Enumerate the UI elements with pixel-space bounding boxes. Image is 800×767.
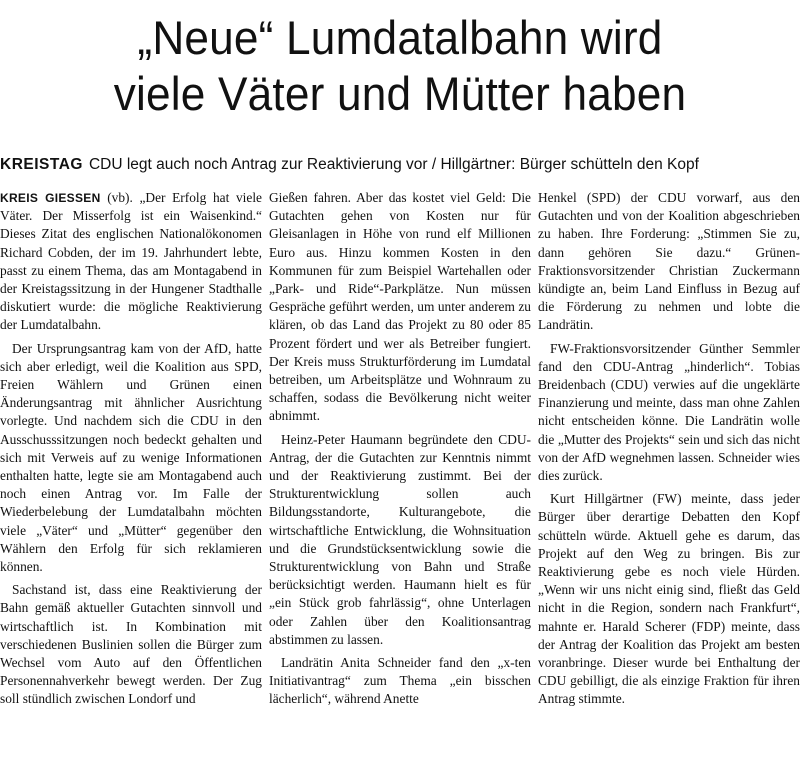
dateline: KREIS GIESSEN [0, 191, 101, 205]
subheadline-text: CDU legt auch noch Antrag zur Reaktivierung vor / Hillgärtner: Bürger schütteln den Kopf [88, 156, 699, 173]
headline-line-2: viele Väter und Mütter haben [113, 67, 687, 120]
paragraph: KREIS GIESSEN (vb). „Der Erfolg hat viele Väter. Der Misserfolg ist ein Waisenkind.“ Dieses Zitat des englischen Nationalökonomen Richard Cobden, der im 19. Jahrhundert lebte, passt zu einem Thema, das am Montagabend in der Kreistagssitzung in der Hungener Stadthalle diskutiert wurde: die mögliche Reaktivierung der Lumdatalbahn. [0, 190, 262, 333]
headline [24, 10, 776, 122]
paragraph: Der Ursprungsantrag kam von der AfD, hatte sich aber erledigt, weil die Koalition aus SPD, Freien Wählern und Grünen einen Änderungsantrag mit ähnlicher Ausrichtung vorlegte. Und nachdem sich die CDU in den Ausschusssitzungen noch bedeckt gehalten und sich mit Verweis auf zu wenige Informationen enthalten hatte, legte sie am Montagabend auch noch einen Antrag vor. Im Falle der Wiederbelebung der Lumdatalbahn möchten viele „Väter“ und „Mütter“ gegenüber den Wählern den Erfolg für sich reklamieren können. [0, 340, 262, 575]
article-body [0, 189, 800, 714]
paragraph: Henkel (SPD) der CDU vorwarf, aus den Gutachten und von der Koalition abgeschrieben zu haben. Ihre Forderung: „Stimmen Sie zu, dann gehören Sie dazu.“ Grünen-Fraktionsvorsitzender Christian Zuckermann kündigte an, beim Land Einfluss in Bezug auf die Förderung zu nehmen und lobte die Landrätin. [538, 190, 800, 333]
rubric-label: KREISTAG [0, 156, 83, 173]
article-column-2 [269, 189, 531, 714]
paragraph: Kurt Hillgärtner (FW) meinte, dass jeder Bürger über derartige Debatten den Kopf schütteln würde. Aktuell gehe es darum, das Projekt auf den Weg zu bringen. Bis zur Reaktivierung gebe es noch viele Hürden. „Wenn wir uns nicht einig sind, fließt das Geld nicht in die Region, sondern nach Frankfurt“, mahnte er. Harald Scherer (FDP) meinte, dass der Antrag der Koalition das Projekt am besten voranbringe. Dieser wurde bei Enthaltung der CDU gebilligt, die als einzige Fraktion für ihren Antrag stimmte. [538, 491, 800, 707]
paragraph: Gießen fahren. Aber das kostet viel Geld: Die Gutachten gehen von Kosten nur für Gleisanlagen in Höhe von rund elf Millionen Euro aus. Hinzu kommen Kosten in den Kommunen für zum Beispiel Wartehallen oder „Park- und Ride“-Parkplätze. Nun müssen Gespräche geführt werden, um unter anderem zu klären, ob das Land das Projekt zu 80 oder 85 Prozent fördert und wer als Betreiber fungiert. Der Kreis muss Strukturförderung im Lumdatal betreiben, um Arbeitsplätze und Wohnraum zu schaffen, sodass die Bevölkerung nicht weiter abnimmt. [269, 190, 531, 424]
paragraph: Heinz-Peter Haumann begründete den CDU-Antrag, der die Gutachten zur Kenntnis nimmt und der Reaktivierung zustimmt. Bei der Strukturentwicklung sollen auch Bildungsstandorte, Kulturangebote, die wirtschaftliche Entwicklung, die Wohnsituation und die Grundstücksentwicklung sowie die Strukturentwicklung von Bahn und Straße berücksichtigt werden. Haumann hielt es für „ein Stück grob fahrlässig“, ohne Unterlagen oder Zahlen über den Koalitionsantrag abstimmen zu lassen. [269, 431, 531, 647]
paragraph: FW-Fraktionsvorsitzender Günther Semmler fand den CDU-Antrag „hinderlich“. Tobias Breidenbach (CDU) verwies auf die ungeklärte Finanzierung und meinte, dass man ohne Zahlen nicht entscheiden könne. Die Landrätin wolle die „Mutter des Projekts“ sein und sich das nicht von der AfD wegnehmen lassen. Schneider wies dies zurück. [538, 340, 800, 484]
paragraph: Sachstand ist, dass eine Reaktivierung der Bahn gemäß aktueller Gutachten sinnvoll und wirtschaftlich ist. In Kombination mit verschiedenen Buslinien sollen die Bürger zum Wechsel vom Auto auf den Öffentlichen Personennahverkehr bewegt werden. Der Zug soll stündlich zwischen Londorf und [0, 582, 262, 707]
headline-line-1: „Neue“ Lumdatalbahn wird [137, 11, 663, 64]
article-column-1 [0, 189, 262, 714]
subheadline [0, 156, 800, 174]
article-column-3 [538, 189, 800, 714]
paragraph: Landrätin Anita Schneider fand den „x-ten Initiativantrag“ zum Thema „ein bisschen lächerlich“, während Anette [269, 655, 531, 707]
